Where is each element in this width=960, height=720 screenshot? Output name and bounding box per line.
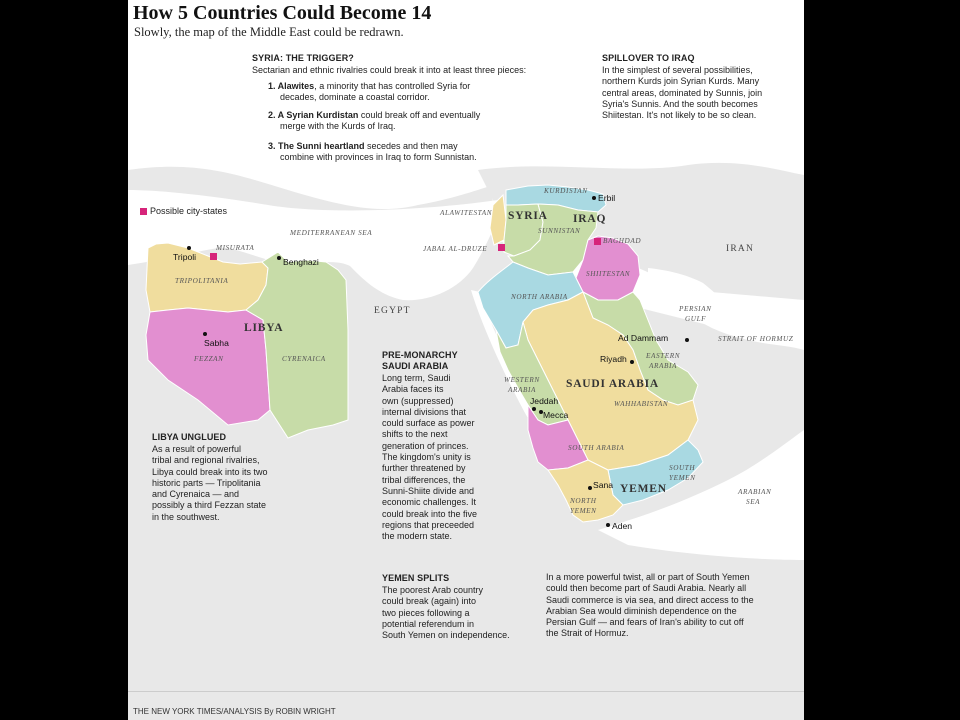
saudi-line-2: Arabia faces its (382, 384, 444, 395)
label-saudi-arabia: SAUDI ARABIA (566, 378, 659, 390)
yemen-line-2: could break (again) into (382, 596, 477, 607)
syria-item-1-text: , a minority that has controlled Syria for (314, 81, 471, 91)
sana-dot (588, 486, 592, 490)
syria-item-2-bold: 2. A Syrian Kurdistan (268, 110, 359, 120)
iraq-line-5: Shiitestan. It's not likely to be so clean. (602, 110, 757, 121)
city-benghazi: Benghazi (283, 257, 319, 267)
yemen-heading: YEMEN SPLITS (382, 573, 450, 583)
label-tripolitania: TRIPOLITANIA (175, 277, 229, 285)
label-hormuz: STRAIT OF HORMUZ (718, 335, 794, 343)
saudi-line-12: economic challenges. It (382, 497, 477, 508)
misurata-marker (210, 253, 217, 260)
syria-item-3 (268, 141, 458, 152)
libya-line-7: in the southwest. (152, 511, 220, 522)
label-south-arabia: SOUTH ARABIA (568, 444, 625, 452)
syria-item-3-cont: combine with provinces in Iraq to form Sunnistan. (280, 152, 477, 162)
twist-text (546, 572, 754, 640)
libya-line-1: As a result of powerful (152, 444, 242, 454)
label-north-yemen-2: YEMEN (570, 507, 597, 515)
twist-line-2: could then become part of Saudi Arabia. Nearly all (546, 583, 747, 594)
label-eastern-arabia-1: EASTERN (646, 352, 681, 360)
syria-item-1 (268, 81, 470, 92)
label-persian-gulf-1: PERSIAN (679, 305, 712, 313)
twist-line-6: the Strait of Hormuz. (546, 628, 629, 639)
label-fezzan: FEZZAN (194, 355, 224, 363)
sabha-dot (203, 332, 207, 336)
saudi-line-3: own (suppressed) (382, 395, 454, 406)
label-yemen: YEMEN (620, 483, 667, 495)
benghazi-dot (277, 256, 281, 260)
yemen-text (382, 585, 510, 641)
label-jabal-al-druze: JABAL AL-DRUZE (423, 245, 488, 253)
label-cyrenaica: CYRENAICA (282, 355, 326, 363)
saudi-text (382, 373, 477, 542)
jabal-al-druze-marker (498, 244, 505, 251)
label-wahhabistan: WAHHABISTAN (614, 400, 669, 408)
twist-line-1: In a more powerful twist, all or part of South Yemen (546, 572, 750, 582)
saudi-line-15: the modern state. (382, 531, 453, 542)
label-south-yemen-2: YEMEN (669, 474, 696, 482)
syria-item-2 (268, 110, 480, 121)
saudi-line-8: The kingdom's unity is (382, 452, 471, 463)
syria-item-2-text: could break off and eventually (358, 110, 481, 120)
baghdad-marker (594, 238, 601, 245)
saudi-line-4: internal divisions that (382, 406, 467, 417)
label-iraq: IRAQ (573, 213, 607, 225)
saudi-line-5: could surface as power (382, 418, 475, 429)
yemen-line-4: potential referendum in (382, 618, 475, 629)
label-misurata: MISURATA (216, 244, 255, 252)
label-syria: SYRIA (508, 210, 548, 222)
label-western-arabia-1: WESTERN (504, 376, 540, 384)
city-mecca: Mecca (543, 410, 569, 420)
saudi-line-10: tribal differences, the (382, 474, 466, 485)
saudi-line-9: further threatened by (382, 463, 466, 474)
saudi-line-7: generation of princes. (382, 440, 469, 451)
label-shiitestan: SHIITESTAN (586, 270, 631, 278)
iraq-line-2: northern Kurds join Syrian Kurds. Many (602, 76, 760, 87)
ad-dammam-dot (685, 338, 689, 342)
iraq-line-4: Syria's Sunnis. And the south becomes (602, 98, 758, 109)
label-mediterranean: MEDITERRANEAN SEA (290, 229, 373, 237)
libya-line-3: Libya could break into its two (152, 466, 268, 477)
label-libya: LIBYA (244, 322, 284, 334)
twist-line-3: Saudi commerce is via sea, and direct access to the (546, 594, 754, 605)
jeddah-dot (532, 407, 536, 411)
city-aden: Aden (612, 521, 633, 531)
libya-text (152, 444, 268, 523)
iraq-heading: SPILLOVER TO IRAQ (602, 53, 695, 63)
syria-item-1-cont: decades, dominate a coastal corridor. (280, 92, 430, 102)
iraq-text (602, 65, 762, 121)
label-alawitestan: ALAWITESTAN (440, 209, 493, 217)
city-sana: Sana (593, 480, 614, 490)
syria-item-3-text: secedes and then may (364, 141, 458, 151)
saudi-heading-1: PRE-MONARCHY (382, 350, 458, 360)
iraq-line-3: central areas, dominated by Sunnis, join (602, 87, 763, 98)
aden-dot (606, 523, 610, 527)
saudi-line-11: Sunni-Shiite divide and (382, 485, 475, 496)
legend-label: Possible city-states (150, 206, 228, 216)
libya-line-6: possibly a third Fezzan state (152, 500, 267, 511)
city-ad-dammam: Ad Dammam (618, 333, 669, 343)
footer-divider (128, 691, 804, 692)
label-eastern-arabia-2: ARABIA (649, 362, 677, 370)
label-egypt: EGYPT (374, 306, 411, 316)
label-sunnistan: SUNNISTAN (538, 227, 581, 235)
iraq-line-1: In the simplest of several possibilities, (602, 65, 753, 75)
erbil-dot (592, 196, 596, 200)
label-south-yemen-1: SOUTH (669, 464, 696, 472)
city-erbil: Erbil (598, 193, 616, 203)
libya-heading: LIBYA UNGLUED (152, 432, 227, 442)
label-persian-gulf-2: GULF (685, 315, 707, 323)
legend-swatch (140, 208, 147, 215)
saudi-line-14: regions that preceeded (382, 519, 475, 530)
map-panel (128, 0, 804, 720)
label-baghdad: BAGHDAD (603, 237, 642, 245)
saudi-line-13: could break into the five (382, 508, 478, 519)
libya-line-5: and Cyrenaica — and (152, 489, 240, 500)
saudi-line-1: Long term, Saudi (382, 373, 451, 383)
syria-intro: Sectarian and ethnic rivalries could break it into at least three pieces: (252, 65, 527, 75)
city-sabha: Sabha (204, 338, 229, 348)
libya-line-4: historic parts — Tripolitania (152, 477, 261, 488)
syria-item-1-bold: 1. Alawites (268, 81, 315, 91)
label-arabian-sea-1: ARABIAN (738, 488, 772, 496)
syria-heading: SYRIA: THE TRIGGER? (252, 53, 354, 63)
twist-line-5: Persian Gulf — and fears of Iran's ability to cut off (546, 617, 744, 628)
label-kurdistan: KURDISTAN (544, 187, 588, 195)
yemen-line-3: two pieces following a (382, 607, 470, 618)
city-jeddah: Jeddah (530, 396, 559, 406)
label-arabian-sea-2: SEA (746, 498, 761, 506)
libya-line-2: tribal and regional rivalries, (152, 455, 260, 466)
saudi-line-6: shifts to the next (382, 429, 448, 440)
syria-item-2-cont: merge with the Kurds of Iraq. (280, 121, 396, 131)
label-north-yemen-1: NORTH (570, 497, 597, 505)
tripoli-dot (187, 246, 191, 250)
twist-line-4: Arabian Sea would diminish dependence on the (546, 605, 737, 616)
yemen-line-5: South Yemen on independence. (382, 630, 510, 641)
saudi-heading-2: SAUDI ARABIA (382, 361, 449, 371)
city-riyadh: Riyadh (600, 354, 627, 364)
city-tripoli: Tripoli (173, 252, 197, 262)
page-title: How 5 Countries Could Become 14 (133, 2, 432, 24)
syria-item-3-bold: 3. The Sunni heartland (268, 141, 365, 151)
label-western-arabia-2: ARABIA (508, 386, 536, 394)
yemen-line-1: The poorest Arab country (382, 585, 484, 595)
label-iran: IRAN (726, 244, 755, 254)
footer-credit: THE NEW YORK TIMES/ANALYSIS By ROBIN WRIGHT (133, 707, 336, 716)
label-north-arabia: NORTH ARABIA (511, 293, 568, 301)
riyadh-dot (630, 360, 634, 364)
page-subtitle: Slowly, the map of the Middle East could be redrawn. (134, 25, 404, 39)
